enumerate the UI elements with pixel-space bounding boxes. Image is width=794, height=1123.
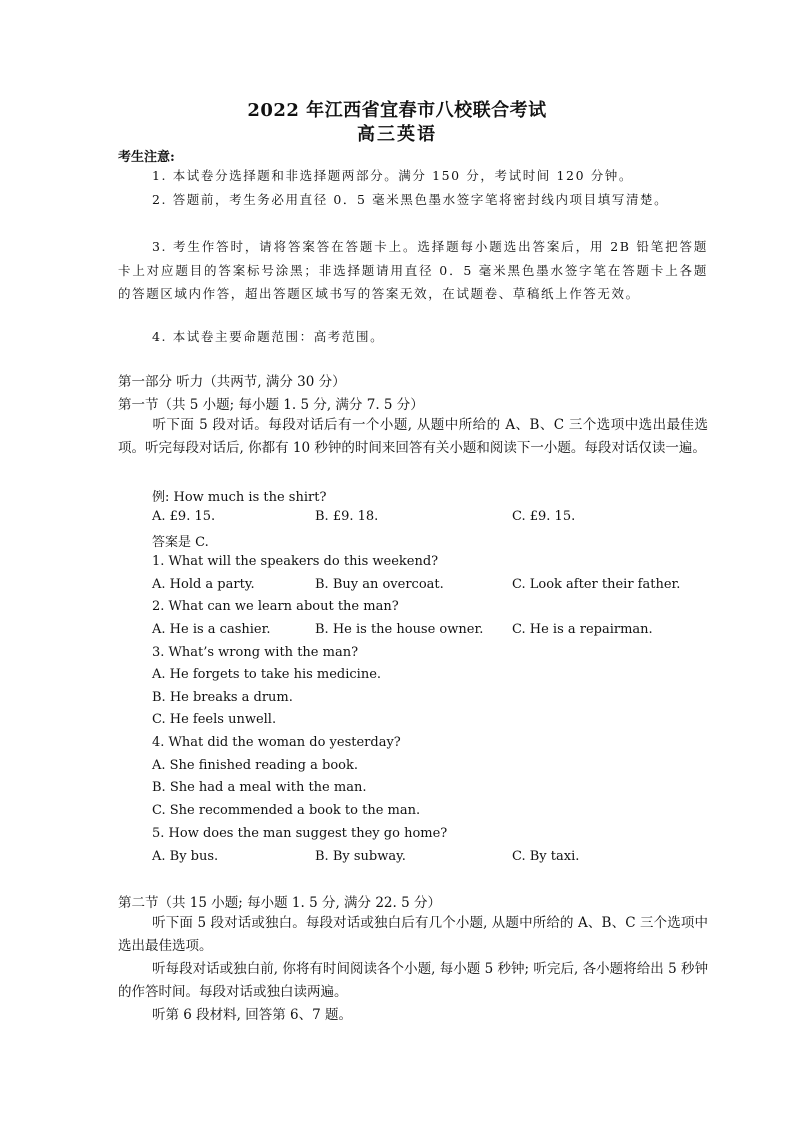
- section2-instruction: 听下面 5 段对话或独白。每段对话或独白后有几个小题, 从题中所给的 A、B、C 三个选项中选出最佳选项。: [118, 915, 708, 954]
- notice-item: 1. 本试卷分选择题和非选择题两部分。满分 150 分，考试时间 120 分钟。: [152, 168, 634, 183]
- notice-item: 3. 考生作答时，请将答案答在答题卡上。选择题每小题选出答案后，用 2B 铅笔把答题卡上对应题目的答案标号涂黑；非选择题请用直径 0．5 毫米黑色墨水签字笔在答题卡上各题的答题区域内作答，超出答题区域书写的答案无效，在试题卷、草稿纸上作答无效。: [118, 239, 708, 301]
- example-option-a: A. £9. 15.: [152, 509, 216, 524]
- q3-option-c: C. He feels unwell.: [152, 712, 277, 727]
- q1-option-b: B. Buy an overcoat.: [315, 577, 444, 592]
- example-option-c: C. £9. 15.: [512, 509, 576, 524]
- q3-option-b: B. He breaks a drum.: [152, 690, 293, 705]
- question-1: 1. What will the speakers do this weekend?: [152, 554, 439, 569]
- notice-heading: 考生注意:: [118, 150, 175, 165]
- section2-instruction-2: 听每段对话或独白前, 你将有时间阅读各个小题, 每小题 5 秒钟; 听完后, 各小题将给出 5 秒钟的作答时间。每段对话或独白读两遍。: [118, 961, 708, 1000]
- q2-option-b: B. He is the house owner.: [315, 622, 484, 637]
- example-answer: 答案是 C.: [152, 535, 209, 550]
- q5-option-b: B. By subway.: [315, 849, 406, 864]
- exam-subject: 高三英语: [357, 124, 437, 145]
- q4-option-a: A. She finished reading a book.: [152, 758, 358, 773]
- example-question: 例: How much is the shirt?: [152, 490, 327, 505]
- q2-option-a: A. He is a cashier.: [152, 622, 271, 637]
- part1-heading: 第一部分 听力（共两节, 满分 30 分）: [118, 374, 346, 390]
- notice-item: 4. 本试卷主要命题范围：高考范围。: [152, 329, 385, 344]
- exam-title: 2022 年江西省宜春市八校联合考试: [247, 100, 547, 121]
- material-6-note: 听第 6 段材料, 回答第 6、7 题。: [152, 1007, 353, 1023]
- q2-option-c: C. He is a repairman.: [512, 622, 653, 637]
- q5-option-a: A. By bus.: [152, 849, 219, 864]
- question-3: 3. What’s wrong with the man?: [152, 645, 359, 660]
- notice-item: 2. 答题前，考生务必用直径 0．5 毫米黑色墨水签字笔将密封线内项目填写清楚。: [152, 192, 669, 207]
- q1-option-a: A. Hold a party.: [152, 577, 255, 592]
- q4-option-b: B. She had a meal with the man.: [152, 780, 367, 795]
- question-5: 5. How does the man suggest they go home?: [152, 826, 448, 841]
- q3-option-a: A. He forgets to take his medicine.: [152, 667, 382, 682]
- section1-instruction: 听下面 5 段对话。每段对话后有一个小题, 从题中所给的 A、B、C 三个选项中选出最佳选项。听完每段对话后, 你都有 10 秒钟的时间来回答有关小题和阅读下一小题。每段对话仅读一遍。: [118, 417, 708, 456]
- section1-heading: 第一节（共 5 小题; 每小题 1. 5 分, 满分 7. 5 分）: [118, 397, 424, 413]
- example-option-b: B. £9. 18.: [315, 509, 379, 524]
- q5-option-c: C. By taxi.: [512, 849, 580, 864]
- section2-heading: 第二节（共 15 小题; 每小题 1. 5 分, 满分 22. 5 分）: [118, 895, 441, 911]
- question-4: 4. What did the woman do yesterday?: [152, 735, 401, 750]
- q4-option-c: C. She recommended a book to the man.: [152, 803, 421, 818]
- question-2: 2. What can we learn about the man?: [152, 599, 399, 614]
- q1-option-c: C. Look after their father.: [512, 577, 681, 592]
